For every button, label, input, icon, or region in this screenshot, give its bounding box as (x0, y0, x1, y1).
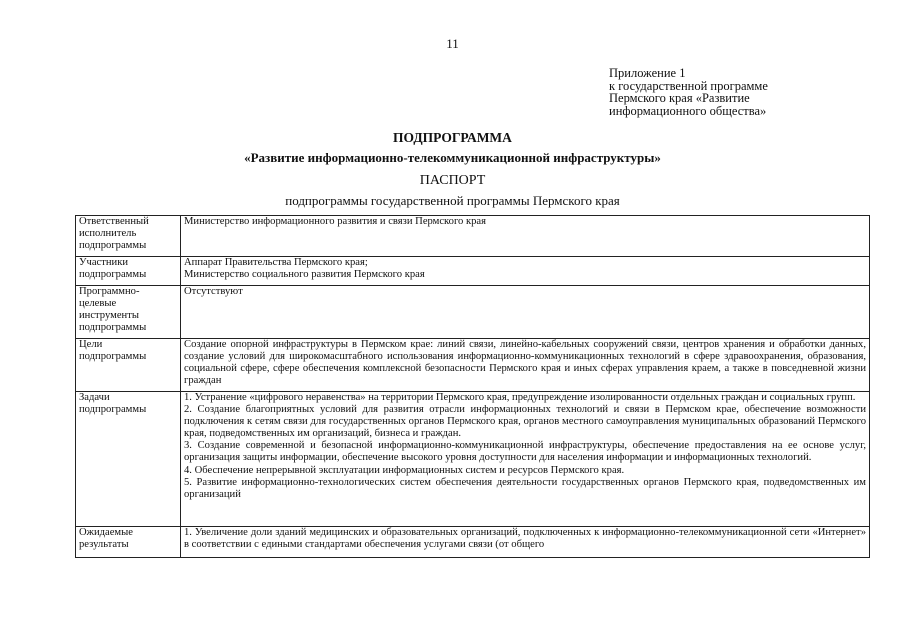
table-row (76, 216, 870, 257)
label-line: Цели (79, 339, 103, 350)
label-line: подпрограммы (79, 351, 147, 363)
task-item: 3. Создание современной и безопасной информационно-коммуникационной инфраструктуры, обеспечение предоставления на ее основе услуг, организация защиты информации, обеспечение высокого уровня доступности для населения информации и информационных технологий. (184, 440, 866, 464)
row-value (181, 257, 870, 286)
task-item: 1. Устранение «цифрового неравенства» на территории Пермского края, предупреждение изолированности отдельных граждан и социальных групп. (184, 392, 856, 403)
value-text: 1. Увеличение доли зданий медицинских и образовательных организаций, подключенных к информационно-телекоммуникационной сети «Интернет» в соответствии с едиными стандартами обеспечения услугами связи (от общего (184, 527, 866, 551)
label-line: подпрограммы (79, 240, 147, 252)
passport-table (75, 215, 870, 558)
row-label (76, 216, 181, 257)
task-item: 5. Развитие информационно-технологических систем обеспечения деятельности государственных органов Пермского края, подведомственных им организаций (184, 476, 866, 500)
appendix-line: к государственной программе (609, 78, 768, 93)
value-text: Министерство социального развития Пермского края (184, 269, 425, 281)
row-value (181, 392, 870, 527)
subprogram-title: ПОДПРОГРАММА (393, 130, 512, 145)
subprogram-name: «Развитие информационно-телекоммуникационной инфраструктуры» (244, 150, 661, 165)
row-label (76, 257, 181, 286)
table-row (76, 339, 870, 392)
table-row (76, 257, 870, 286)
table-row (76, 392, 870, 527)
label-line: Ответственный (79, 216, 149, 227)
value-text: Отсутствуют (184, 286, 243, 297)
appendix-line: Приложение 1 (609, 66, 686, 80)
row-value (181, 527, 870, 558)
row-value (181, 339, 870, 392)
row-label (76, 392, 181, 527)
table-row (76, 527, 870, 558)
page-number: 11 (446, 36, 459, 51)
passport-title: ПАСПОРТ (419, 173, 486, 188)
label-line: инструменты (79, 310, 139, 322)
appendix-line: Пермского края «Развитие (609, 91, 750, 105)
label-line: подпрограммы (79, 269, 147, 281)
row-label (76, 339, 181, 392)
label-line: результаты (79, 539, 129, 551)
label-line: Ожидаемые (79, 527, 133, 538)
task-item: 4. Обеспечение непрерывной эксплуатации информационных систем и ресурсов Пермского края. (184, 464, 625, 476)
label-line: подпрограммы (79, 322, 147, 334)
label-line: целевые (79, 298, 117, 310)
value-text: Министерство информационного развития и связи Пермского края (184, 216, 487, 227)
appendix-note (609, 67, 899, 117)
label-line: Задачи (79, 392, 110, 403)
label-line: Программно- (79, 286, 140, 297)
value-text: Создание опорной инфраструктуры в Пермском крае: линий связи, линейно-кабельных сооружений связи, центров хранения и обработки данных, создание условий для широкомасштабного использования информационно-коммуникационных технологий в сфере здравоохранения, образования, социальной сфере, сфере обеспечения комплексной безопасности Пермского края и иных сферах управления краем, а также в повседневной жизни граждан (184, 339, 866, 387)
passport-subtitle: подпрограммы государственной программы Пермского края (285, 193, 620, 208)
row-label (76, 527, 181, 558)
appendix-line: информационного общества» (609, 103, 767, 118)
row-value (181, 286, 870, 339)
row-label (76, 286, 181, 339)
label-line: подпрограммы (79, 404, 147, 416)
value-text: Аппарат Правительства Пермского края; (184, 257, 368, 268)
table-row (76, 286, 870, 339)
label-line: Участники (79, 257, 129, 268)
row-value (181, 216, 870, 257)
task-item: 2. Создание благоприятных условий для развития отрасли информационных технологий и связи в Пермском крае, обеспечение возможности подключения к сетям связи для государственных органов Пермского края, органов местного самоуправления муниципальных образований Пермского края, подведомственных им организаций, бизнеса и граждан. (184, 404, 866, 440)
label-line: исполнитель (79, 228, 137, 240)
